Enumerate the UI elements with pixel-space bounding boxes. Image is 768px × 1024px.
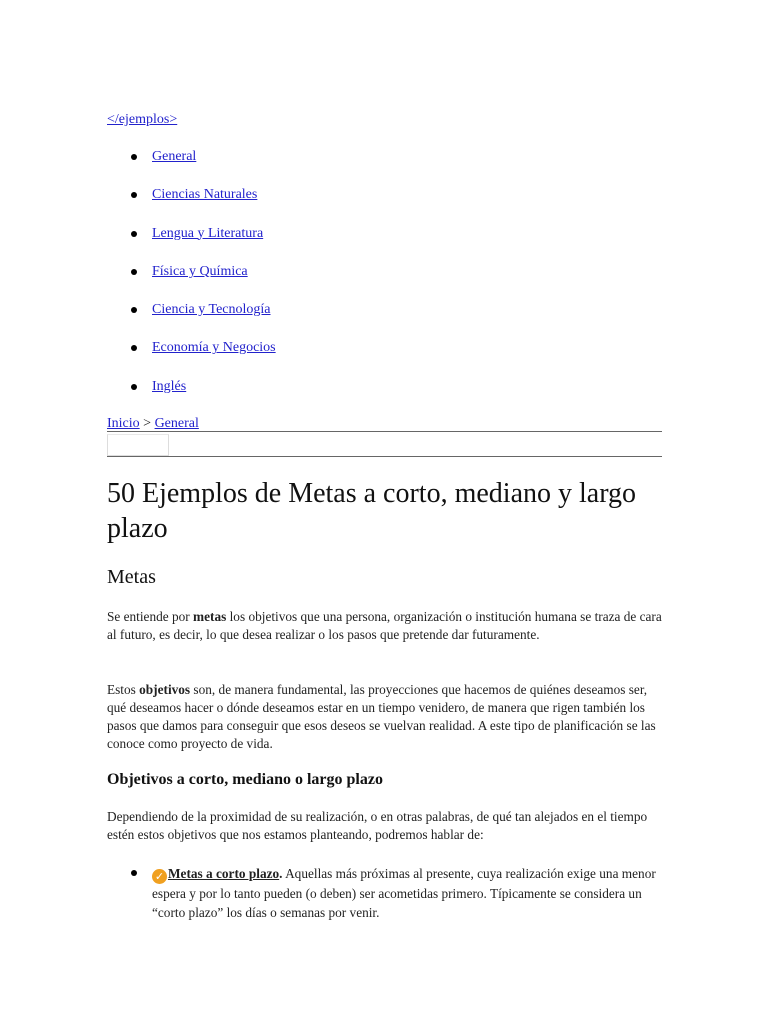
goals-list <box>107 864 662 922</box>
bullet-icon <box>131 192 137 198</box>
check-circle-icon: ✓ <box>152 869 167 884</box>
nav-link-ingles[interactable]: Inglés <box>152 378 187 394</box>
breadcrumb-current-link[interactable]: General <box>154 416 199 431</box>
subheading-objetivos-plazo: Objetivos a corto, mediano o largo plazo <box>107 771 383 788</box>
paragraph-proximidad: Dependiendo de la proximidad de su realización, o en otras palabras, de qué tan alejados en el tiempo estén estos objetivos que nos estamos planteando, podremos hablar de: <box>107 809 648 842</box>
bullet-icon <box>131 269 137 275</box>
goal-term-suffix: . <box>279 866 283 881</box>
para1-bold-term: metas <box>193 609 227 624</box>
breadcrumb-separator: > <box>139 416 155 431</box>
nav-link-economia-negocios[interactable]: Economía y Negocios <box>152 340 276 356</box>
goal-term: Metas a corto plazo <box>168 866 280 881</box>
para2-text-after: son, de manera fundamental, las proyecciones que hacemos de quiénes deseamos ser, qué deseamos hacer o dónde deseamos estar en un tiempo venidero, de manera que rigen también los pasos que damos para conseguir que esos deseos se vuelvan realidad. A este tipo de planificación se las conoce como proyecto de vida. <box>107 682 656 751</box>
para1-text-after: los objetivos que una persona, organización o institución humana se traza de cara al futuro, es decir, lo que desea realizar o los pasos que pretende dar futuramente. <box>107 609 662 642</box>
goal-description: Aquellas más próximas al presente, cuya realización exige una menor espera y por lo tanto pueden (o deben) ser acometidas primero. Típicamente se considera un “corto plazo” los días o semanas por venir. <box>152 866 656 920</box>
nav-item-fisica-quimica <box>107 263 276 301</box>
nav-link-general[interactable]: General <box>152 149 197 164</box>
nav-link-fisica-quimica[interactable]: Física y Química <box>152 263 248 279</box>
bullet-icon <box>131 231 137 237</box>
nav-link-ciencia-tecnologia[interactable]: Ciencia y Tecnología <box>152 302 271 318</box>
bullet-icon <box>131 384 137 390</box>
search-input[interactable] <box>107 434 169 456</box>
para2-bold-term: objetivos <box>139 682 191 697</box>
breadcrumb-home-link[interactable]: Inicio <box>107 416 140 431</box>
paragraph-objetivos <box>107 681 662 753</box>
paragraph-metas-definition <box>107 608 662 644</box>
nav-item-economia-negocios <box>107 339 276 377</box>
nav-item-ingles <box>107 378 276 416</box>
nav-item-ciencias-naturales <box>107 186 276 224</box>
ejemplos-link[interactable]: </ejemplos> <box>107 112 178 127</box>
nav-link-ciencias-naturales[interactable]: Ciencias Naturales <box>152 187 258 203</box>
nav-item-ciencia-tecnologia <box>107 301 276 339</box>
list-item <box>107 864 662 922</box>
bullet-icon <box>131 154 137 160</box>
section-heading: Metas <box>107 566 156 588</box>
category-nav <box>107 148 276 416</box>
nav-link-lengua-literatura[interactable]: Lengua y Literatura <box>152 225 264 241</box>
para1-text-before: Se entiende por <box>107 609 194 624</box>
bullet-icon <box>131 870 137 876</box>
bullet-icon <box>131 345 137 351</box>
para2-text-before: Estos <box>107 682 140 697</box>
search-bar <box>107 431 662 457</box>
bullet-icon <box>131 307 137 313</box>
nav-item-general <box>107 148 276 186</box>
nav-item-lengua-literatura <box>107 225 276 263</box>
article-title: 50 Ejemplos de Metas a corto, mediano y largo plazo <box>107 478 637 544</box>
